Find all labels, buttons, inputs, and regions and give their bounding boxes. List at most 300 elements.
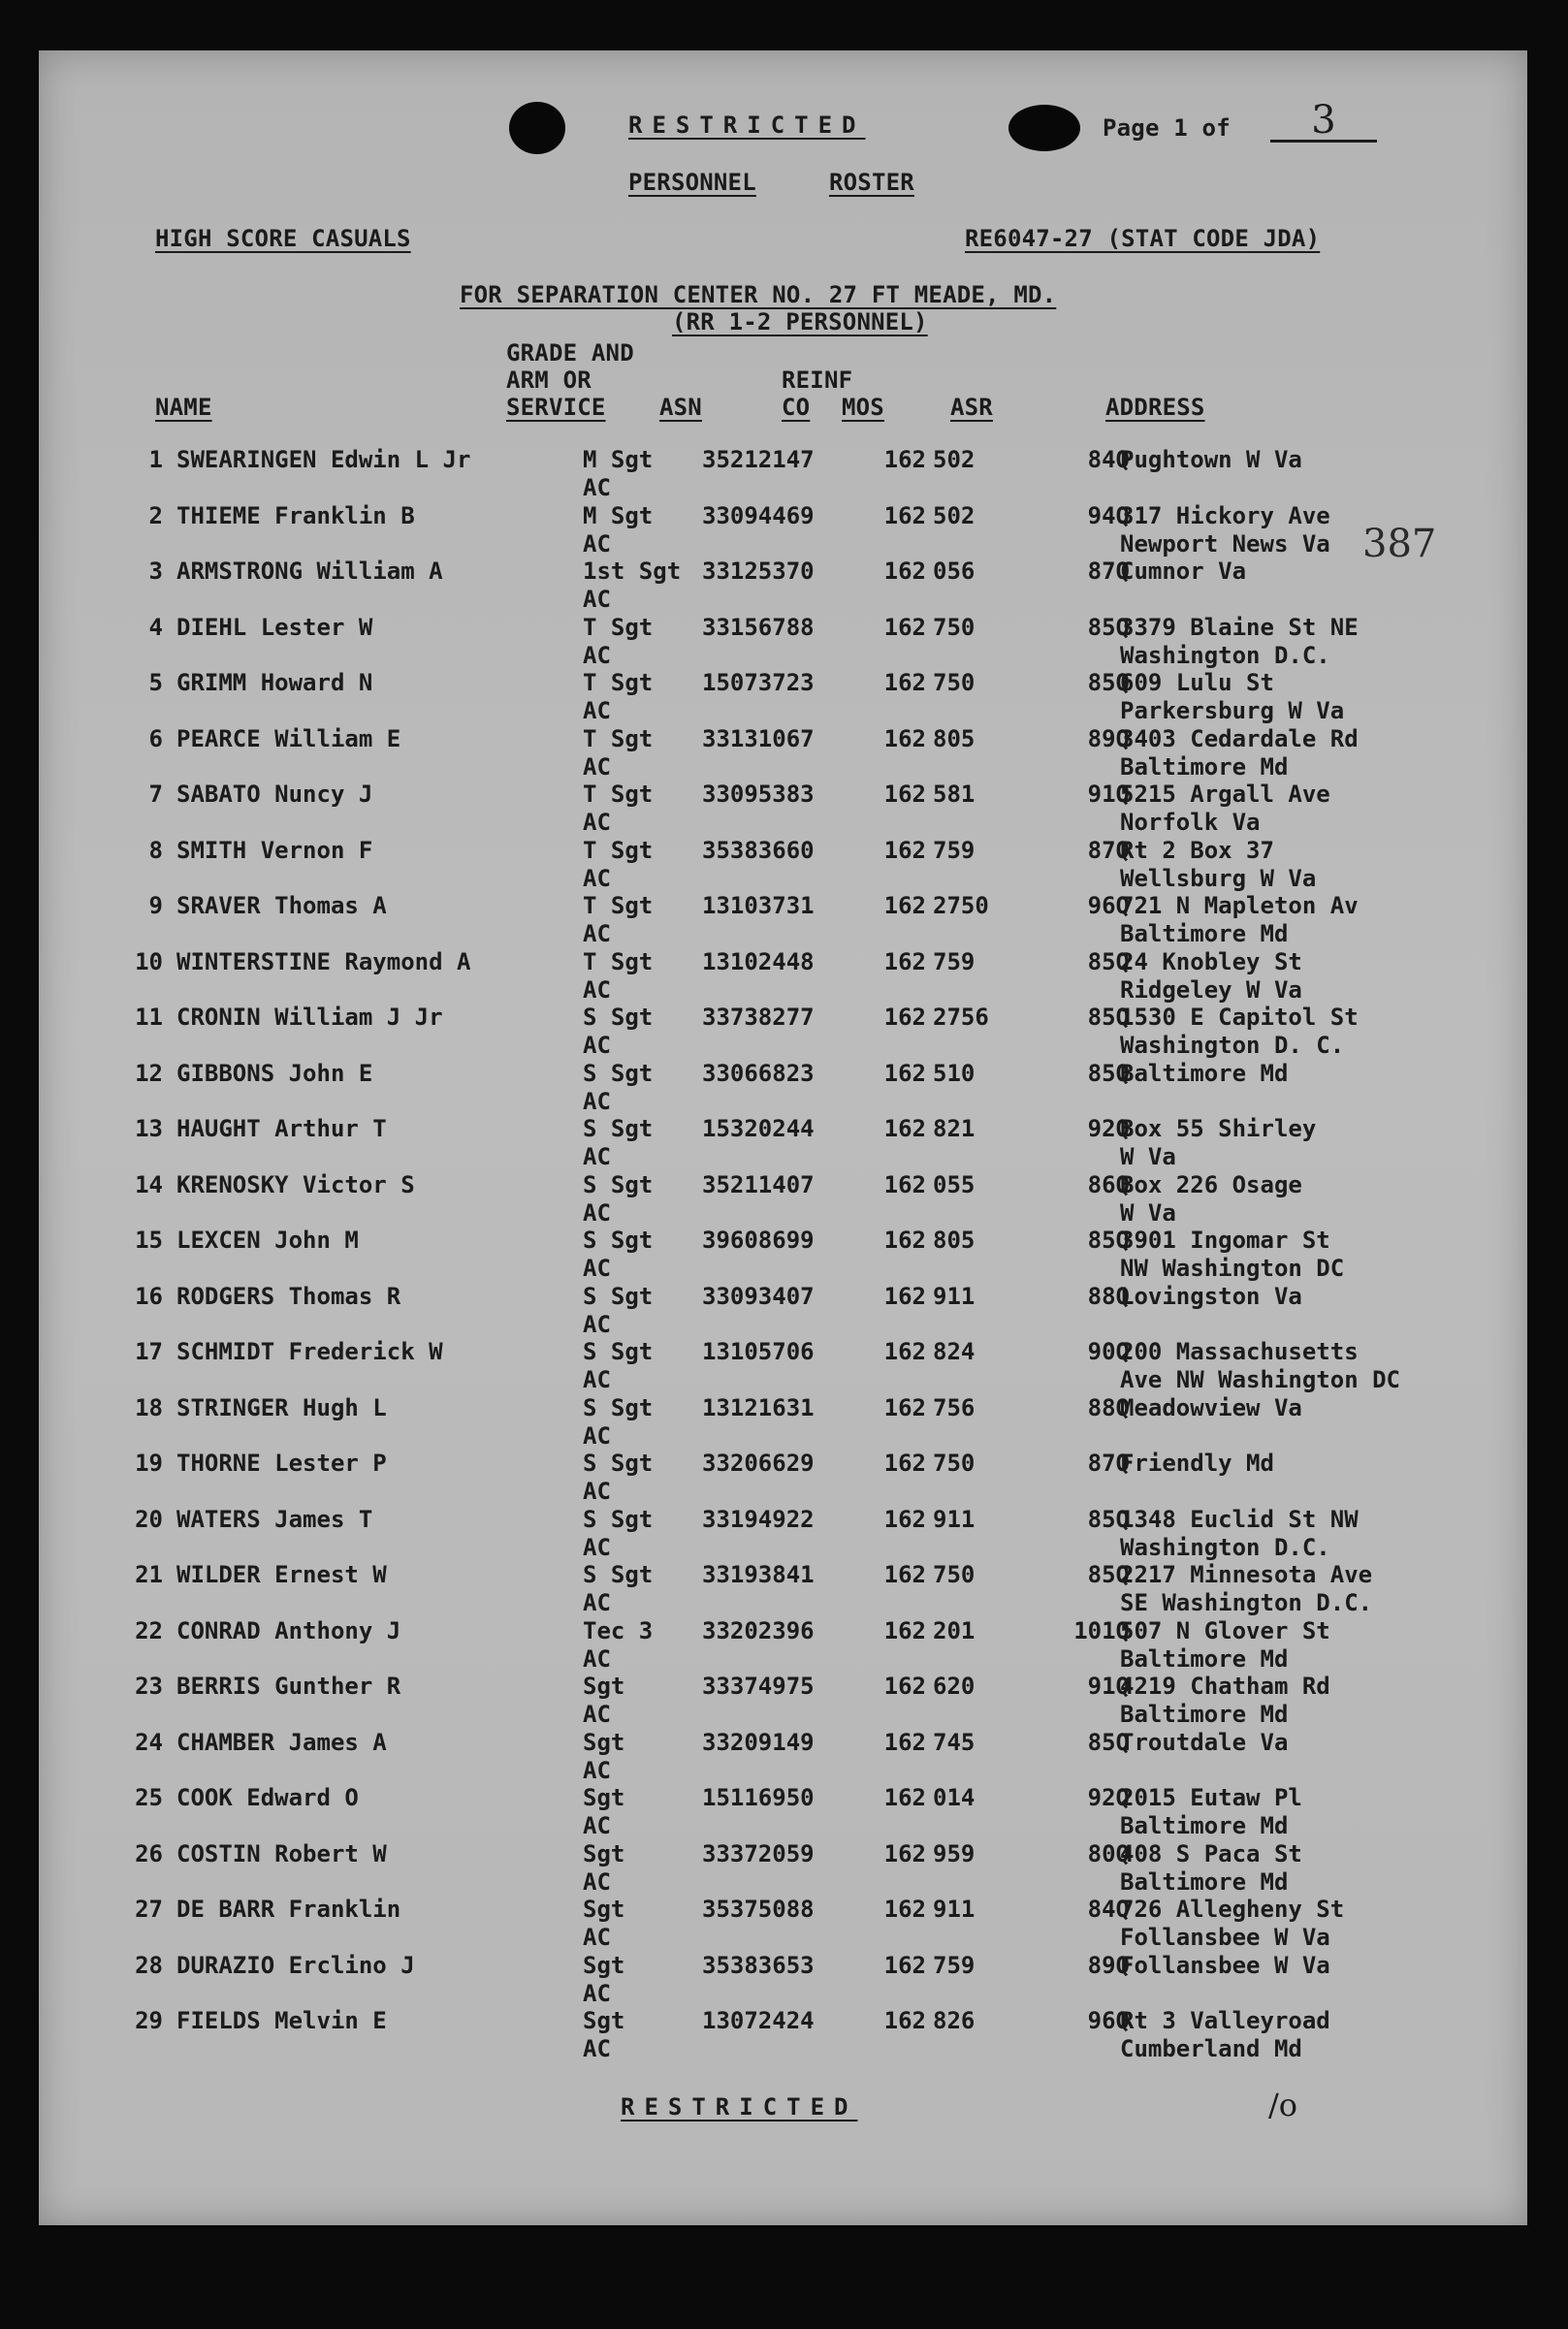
row-name: CONRAD Anthony J	[176, 1616, 401, 1644]
row-asn: 15320244	[702, 1115, 815, 1142]
row-addr1: Cumnor Va	[1120, 558, 1247, 585]
row-addr2: Washington D. C.	[1120, 1032, 1345, 1059]
row-mos: 750	[933, 669, 976, 696]
col-co: CO	[782, 394, 811, 421]
row-asr: 85Q	[1087, 1728, 1130, 1756]
row-addr1: 4219 Chatham Rd	[1120, 1673, 1330, 1700]
row-asn: 35211407	[702, 1170, 815, 1198]
row-co: 162	[883, 1896, 926, 1923]
row-num: 14	[135, 1170, 163, 1198]
row-arm: AC	[583, 1867, 611, 1896]
col-grade-line3: SERVICE	[506, 394, 606, 421]
row-addr1: Troutdale Va	[1120, 1728, 1289, 1756]
row-asr: 85Q	[1087, 1004, 1130, 1031]
row-name: DE BARR Franklin	[176, 1896, 401, 1923]
row-arm: AC	[583, 752, 611, 781]
row-num: 2	[148, 501, 163, 529]
row-num: 28	[135, 1951, 163, 1979]
row-co: 162	[883, 892, 926, 919]
row-num: 8	[148, 836, 163, 864]
row-num: 11	[135, 1004, 163, 1031]
row-arm: AC	[583, 920, 611, 947]
row-addr1: 5215 Argall Ave	[1120, 781, 1330, 808]
row-num: 25	[135, 1784, 163, 1811]
row-mos: 826	[933, 2007, 976, 2034]
row-addr1: 317 Hickory Ave	[1120, 501, 1330, 529]
row-asn: 33209149	[702, 1728, 815, 1756]
destination: FOR SEPARATION CENTER NO. 27 FT MEADE, MD.	[460, 281, 1057, 308]
row-num: 21	[135, 1561, 163, 1588]
row-arm: AC	[583, 474, 611, 501]
row-asn: 13103731	[702, 892, 815, 919]
row-arm: AC	[583, 1478, 611, 1505]
row-asn: 39608699	[702, 1227, 815, 1254]
row-name: COSTIN Robert W	[176, 1839, 387, 1867]
row-num: 1	[148, 446, 163, 473]
row-mos: 805	[933, 1227, 976, 1254]
row-arm: AC	[583, 1310, 611, 1338]
row-grade: S Sgt	[583, 1170, 654, 1198]
row-asn: 33156788	[702, 613, 815, 641]
row-co: 162	[883, 1784, 926, 1811]
row-name: DIEHL Lester W	[176, 613, 373, 641]
row-co: 162	[883, 1170, 926, 1198]
row-co: 162	[883, 1059, 926, 1087]
row-addr2: Baltimore Md	[1120, 1812, 1289, 1839]
row-grade: T Sgt	[583, 836, 654, 864]
punch-hole-left	[509, 102, 565, 154]
row-co: 162	[883, 1505, 926, 1533]
row-addr1: Lovingston Va	[1120, 1282, 1302, 1310]
row-co: 162	[883, 781, 926, 808]
row-co: 162	[883, 613, 926, 641]
table-row	[116, 2007, 1474, 2063]
row-addr2: Follansbee W Va	[1120, 1924, 1330, 1951]
row-grade: Sgt	[583, 1728, 625, 1756]
row-name: BERRIS Gunther R	[176, 1673, 401, 1700]
row-arm: AC	[583, 1756, 611, 1784]
row-num: 5	[148, 669, 163, 696]
row-asr: 96Q	[1087, 2007, 1130, 2034]
row-asr: 101Q	[1073, 1616, 1130, 1644]
table-row	[116, 446, 1474, 502]
row-mos: 911	[933, 1282, 976, 1310]
row-grade: S Sgt	[583, 1004, 654, 1031]
row-co: 162	[883, 1616, 926, 1644]
row-asn: 35383660	[702, 836, 815, 864]
row-asn: 33094469	[702, 501, 815, 529]
row-mos: 502	[933, 446, 976, 473]
row-addr1: 507 N Glover St	[1120, 1616, 1330, 1644]
row-mos: 759	[933, 1951, 976, 1979]
punch-hole-right	[1008, 105, 1080, 151]
row-grade: T Sgt	[583, 669, 654, 696]
row-num: 3	[148, 558, 163, 585]
row-name: COOK Edward O	[176, 1784, 359, 1811]
row-asn: 33193841	[702, 1561, 815, 1588]
row-asn: 13121631	[702, 1393, 815, 1421]
row-mos: 911	[933, 1505, 976, 1533]
row-asr: 89Q	[1087, 1951, 1130, 1979]
row-addr2: Parkersburg W Va	[1120, 697, 1345, 724]
col-grade-line1: GRADE AND	[506, 339, 634, 367]
row-co: 162	[883, 947, 926, 975]
row-addr1: 1348 Euclid St NW	[1120, 1505, 1359, 1533]
row-asr: 96Q	[1087, 892, 1130, 919]
row-name: CRONIN William J Jr	[176, 1004, 443, 1031]
row-asn: 13102448	[702, 947, 815, 975]
row-num: 23	[135, 1673, 163, 1700]
table-row	[116, 1115, 1474, 1171]
row-mos: 2750	[933, 892, 989, 919]
row-name: ARMSTRONG William A	[176, 558, 443, 585]
restricted-footer: RESTRICTED	[621, 2093, 858, 2121]
row-asr: 85Q	[1087, 1059, 1130, 1087]
row-asn: 33066823	[702, 1059, 815, 1087]
row-num: 4	[148, 613, 163, 641]
row-grade: T Sgt	[583, 947, 654, 975]
row-mos: 759	[933, 947, 976, 975]
row-addr1: Meadowview Va	[1120, 1393, 1302, 1421]
row-mos: 014	[933, 1784, 976, 1811]
row-mos: 745	[933, 1728, 976, 1756]
row-num: 17	[135, 1338, 163, 1365]
row-co: 162	[883, 1561, 926, 1588]
row-asr: 90Q	[1087, 1338, 1130, 1365]
row-mos: 821	[933, 1115, 976, 1142]
row-mos: 2756	[933, 1004, 989, 1031]
row-asn: 13072424	[702, 2007, 815, 2034]
row-mos: 759	[933, 836, 976, 864]
row-addr1: Box 55 Shirley	[1120, 1115, 1317, 1142]
table-row	[116, 1283, 1474, 1339]
row-grade: S Sgt	[583, 1393, 654, 1421]
row-co: 162	[883, 1728, 926, 1756]
row-grade: S Sgt	[583, 1561, 654, 1588]
row-co: 162	[883, 669, 926, 696]
row-asr: 85Q	[1087, 1227, 1130, 1254]
row-asn: 33202396	[702, 1616, 815, 1644]
row-asn: 33131067	[702, 724, 815, 752]
row-mos: 756	[933, 1393, 976, 1421]
row-num: 20	[135, 1505, 163, 1533]
row-grade: Sgt	[583, 1784, 625, 1811]
row-asn: 15116950	[702, 1784, 815, 1811]
personnel-type: (RR 1-2 PERSONNEL)	[672, 308, 928, 335]
table-row	[116, 1840, 1474, 1897]
row-name: WILDER Ernest W	[176, 1561, 387, 1588]
page-label: Page 1 of	[1103, 114, 1231, 142]
row-arm: AC	[583, 2035, 611, 2062]
row-mos: 750	[933, 1561, 976, 1588]
row-arm: AC	[583, 1032, 611, 1059]
row-addr2: SE Washington D.C.	[1120, 1589, 1373, 1616]
row-arm: AC	[583, 1924, 611, 1951]
row-arm: AC	[583, 1421, 611, 1450]
row-num: 6	[148, 724, 163, 752]
row-asn: 13105706	[702, 1338, 815, 1365]
table-row	[116, 1617, 1474, 1674]
row-arm: AC	[583, 975, 611, 1004]
row-num: 18	[135, 1393, 163, 1421]
row-asr: 84Q	[1087, 446, 1130, 473]
col-name: NAME	[155, 394, 212, 421]
table-row	[116, 1952, 1474, 2008]
row-grade: Sgt	[583, 1839, 625, 1867]
row-addr2: Baltimore Md	[1120, 920, 1289, 947]
row-grade: S Sgt	[583, 1505, 654, 1533]
row-arm: AC	[583, 1087, 611, 1115]
row-asr: 85Q	[1087, 669, 1130, 696]
row-addr1: Rt 2 Box 37	[1120, 836, 1274, 864]
row-asr: 87Q	[1087, 558, 1130, 585]
row-grade: Tec 3	[583, 1616, 654, 1644]
row-name: DURAZIO Erclino J	[176, 1951, 415, 1979]
row-co: 162	[883, 1393, 926, 1421]
row-addr2: NW Washington DC	[1120, 1255, 1345, 1282]
row-co: 162	[883, 1282, 926, 1310]
table-row	[116, 1784, 1474, 1840]
row-grade: T Sgt	[583, 724, 654, 752]
table-row	[116, 1338, 1474, 1394]
row-grade: S Sgt	[583, 1227, 654, 1254]
unit-name: HIGH SCORE CASUALS	[155, 225, 411, 252]
table-row	[116, 1060, 1474, 1116]
row-addr1: Baltimore Md	[1120, 1059, 1289, 1087]
row-asr: 85Q	[1087, 1561, 1130, 1588]
row-num: 19	[135, 1450, 163, 1477]
row-co: 162	[883, 836, 926, 864]
row-addr1: 609 Lulu St	[1120, 669, 1274, 696]
row-name: PEARCE William E	[176, 724, 401, 752]
table-row	[116, 1729, 1474, 1785]
row-co: 162	[883, 1227, 926, 1254]
margin-note: 387	[1362, 522, 1437, 566]
row-grade: S Sgt	[583, 1282, 654, 1310]
row-grade: S Sgt	[583, 1059, 654, 1087]
row-co: 162	[883, 1673, 926, 1700]
row-arm: AC	[583, 864, 611, 892]
row-addr1: 721 N Mapleton Av	[1120, 892, 1359, 919]
row-addr2: W Va	[1120, 1143, 1176, 1170]
roster-title-personnel: PERSONNEL	[628, 169, 756, 196]
row-grade: S Sgt	[583, 1115, 654, 1142]
row-arm: AC	[583, 1255, 611, 1282]
row-addr1: 2217 Minnesota Ave	[1120, 1561, 1373, 1588]
row-arm: AC	[583, 1533, 611, 1561]
row-asr: 91Q	[1087, 781, 1130, 808]
row-num: 16	[135, 1282, 163, 1310]
row-name: KRENOSKY Victor S	[176, 1170, 415, 1198]
row-arm: AC	[583, 1979, 611, 2007]
row-name: HAUGHT Arthur T	[176, 1115, 387, 1142]
row-addr1: 3379 Blaine St NE	[1120, 613, 1359, 641]
row-arm: AC	[583, 1589, 611, 1616]
row-asr: 87Q	[1087, 836, 1130, 864]
row-asr: 86Q	[1087, 1170, 1130, 1198]
row-mos: 510	[933, 1059, 976, 1087]
roster-title-roster: ROSTER	[829, 169, 914, 196]
row-co: 162	[883, 1450, 926, 1477]
row-num: 24	[135, 1728, 163, 1756]
row-co: 162	[883, 2007, 926, 2034]
row-num: 9	[148, 892, 163, 919]
row-grade: T Sgt	[583, 613, 654, 641]
row-num: 10	[135, 947, 163, 975]
row-asn: 33206629	[702, 1450, 815, 1477]
row-co: 162	[883, 1115, 926, 1142]
table-row	[116, 948, 1474, 1005]
row-addr2: Baltimore Md	[1120, 752, 1289, 781]
row-arm: AC	[583, 1366, 611, 1393]
row-arm: AC	[583, 641, 611, 669]
table-row	[116, 892, 1474, 948]
row-asn: 33093407	[702, 1282, 815, 1310]
row-mos: 056	[933, 558, 976, 585]
row-addr1: 1530 E Capitol St	[1120, 1004, 1359, 1031]
row-addr2: Newport News Va	[1120, 529, 1330, 558]
row-addr1: Box 226 Osage	[1120, 1170, 1302, 1198]
row-name: LEXCEN John M	[176, 1227, 359, 1254]
row-mos: 055	[933, 1170, 976, 1198]
row-mos: 502	[933, 501, 976, 529]
row-co: 162	[883, 1839, 926, 1867]
table-row	[116, 1450, 1474, 1506]
row-arm: AC	[583, 1198, 611, 1227]
page-mark: /o	[1268, 2087, 1298, 2123]
row-name: CHAMBER James A	[176, 1728, 387, 1756]
row-asn: 33095383	[702, 781, 815, 808]
row-addr1: 2015 Eutaw Pl	[1120, 1784, 1302, 1811]
row-name: THORNE Lester P	[176, 1450, 387, 1477]
row-name: RODGERS Thomas R	[176, 1282, 401, 1310]
row-co: 162	[883, 724, 926, 752]
row-asn: 35375088	[702, 1896, 815, 1923]
row-mos: 959	[933, 1839, 976, 1867]
row-asr: 85Q	[1087, 1505, 1130, 1533]
table-row	[116, 725, 1474, 782]
row-addr1: Pughtown W Va	[1120, 446, 1302, 473]
row-asn: 33194922	[702, 1505, 815, 1533]
table-row	[116, 558, 1474, 614]
row-mos: 201	[933, 1616, 976, 1644]
row-co: 162	[883, 446, 926, 473]
row-arm: AC	[583, 1644, 611, 1673]
row-mos: 620	[933, 1673, 976, 1700]
row-asn: 35383653	[702, 1951, 815, 1979]
row-arm: AC	[583, 1143, 611, 1170]
row-addr2: Baltimore Md	[1120, 1644, 1289, 1673]
row-name: GIBBONS John E	[176, 1059, 373, 1087]
row-mos: 824	[933, 1338, 976, 1365]
row-num: 13	[135, 1115, 163, 1142]
row-name: SMITH Vernon F	[176, 836, 373, 864]
table-row	[116, 1561, 1474, 1617]
row-asn: 33125370	[702, 558, 815, 585]
page-total: 3	[1270, 101, 1377, 143]
table-row	[116, 1227, 1474, 1283]
row-addr1: Rt 3 Valleyroad	[1120, 2007, 1330, 2034]
table-row	[116, 669, 1474, 725]
row-addr2: Washington D.C.	[1120, 641, 1330, 669]
row-name: SWEARINGEN Edwin L Jr	[176, 446, 471, 473]
row-addr1: 3901 Ingomar St	[1120, 1227, 1330, 1254]
row-num: 15	[135, 1227, 163, 1254]
row-grade: T Sgt	[583, 781, 654, 808]
row-asr: 88Q	[1087, 1393, 1130, 1421]
row-asn: 35212147	[702, 446, 815, 473]
row-addr1: 3403 Cedardale Rd	[1120, 724, 1359, 752]
table-row	[116, 1394, 1474, 1451]
row-grade: M Sgt	[583, 501, 654, 529]
row-name: WINTERSTINE Raymond A	[176, 947, 471, 975]
row-num: 27	[135, 1896, 163, 1923]
col-mos: MOS	[842, 394, 884, 421]
row-addr1: 200 Massachusetts	[1120, 1338, 1359, 1365]
row-addr1: Friendly Md	[1120, 1450, 1274, 1477]
row-asr: 94Q	[1087, 501, 1130, 529]
col-asn: ASN	[659, 394, 702, 421]
row-arm: AC	[583, 697, 611, 724]
row-asn: 33372059	[702, 1839, 815, 1867]
row-name: THIEME Franklin B	[176, 501, 415, 529]
row-asr: 85Q	[1087, 947, 1130, 975]
row-name: STRINGER Hugh L	[176, 1393, 387, 1421]
row-asr: 91Q	[1087, 1673, 1130, 1700]
stat-code: RE6047-27 (STAT CODE JDA)	[965, 225, 1321, 252]
row-co: 162	[883, 501, 926, 529]
row-asr: 88Q	[1087, 1282, 1130, 1310]
row-arm: AC	[583, 1812, 611, 1839]
row-grade: Sgt	[583, 1896, 625, 1923]
table-row	[116, 1673, 1474, 1729]
row-name: SABATO Nuncy J	[176, 781, 373, 808]
row-name: FIELDS Melvin E	[176, 2007, 387, 2034]
row-num: 7	[148, 781, 163, 808]
row-num: 26	[135, 1839, 163, 1867]
row-addr1: 726 Allegheny St	[1120, 1896, 1345, 1923]
row-grade: Sgt	[583, 2007, 625, 2034]
row-grade: Sgt	[583, 1951, 625, 1979]
row-grade: 1st Sgt	[583, 558, 682, 585]
row-asn: 15073723	[702, 669, 815, 696]
row-addr2: Cumberland Md	[1120, 2035, 1302, 2062]
row-addr2: Ave NW Washington DC	[1120, 1366, 1400, 1393]
row-grade: S Sgt	[583, 1338, 654, 1365]
row-co: 162	[883, 1338, 926, 1365]
col-address: ADDRESS	[1105, 394, 1205, 421]
row-mos: 911	[933, 1896, 976, 1923]
row-mos: 805	[933, 724, 976, 752]
row-addr2: Baltimore Md	[1120, 1867, 1289, 1896]
table-row	[116, 502, 1474, 558]
row-asr: 84Q	[1087, 1896, 1130, 1923]
row-arm: AC	[583, 586, 611, 613]
table-row	[116, 781, 1474, 837]
row-asn: 33738277	[702, 1004, 815, 1031]
row-grade: T Sgt	[583, 892, 654, 919]
row-addr2: Baltimore Md	[1120, 1701, 1289, 1728]
table-row	[116, 1004, 1474, 1060]
table-row	[116, 837, 1474, 893]
row-addr1: 24 Knobley St	[1120, 947, 1302, 975]
row-name: SCHMIDT Frederick W	[176, 1338, 443, 1365]
table-row	[116, 1506, 1474, 1562]
row-name: GRIMM Howard N	[176, 669, 373, 696]
table-row	[116, 1171, 1474, 1228]
row-mos: 581	[933, 781, 976, 808]
restricted-header: RESTRICTED	[628, 112, 866, 139]
